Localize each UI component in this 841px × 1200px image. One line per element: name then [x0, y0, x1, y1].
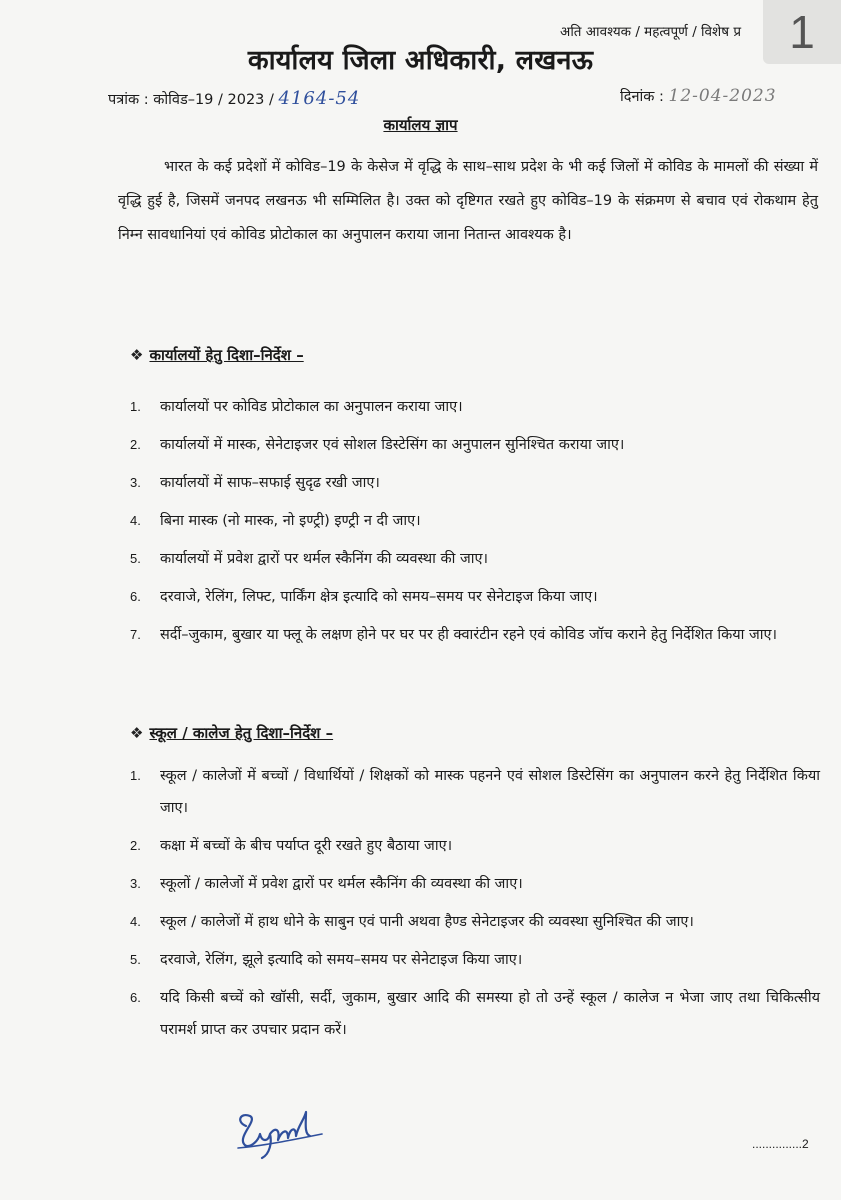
signature: [232, 1096, 327, 1160]
list-item: [130, 830, 820, 862]
date-label: दिनांक :: [620, 89, 664, 105]
office-guidelines-list: [130, 391, 820, 657]
list-item: [130, 505, 820, 537]
item-number: 5.: [130, 551, 141, 566]
school-guidelines-list: [130, 760, 820, 1052]
list-item: [130, 760, 820, 824]
reference-line: [108, 88, 360, 109]
page-continuation: ...............2: [752, 1137, 809, 1151]
item-text: कार्यालयों पर कोविड प्रोटोकाल का अनुपालन कराया जाए।: [160, 399, 463, 415]
list-item: [130, 429, 820, 461]
item-number: 6.: [130, 990, 141, 1005]
date-value-handwritten: 12-04-2023: [668, 86, 777, 106]
item-text: कार्यालयों में प्रवेश द्वारों पर थर्मल स्कैनिंग की व्यवस्था की जाए।: [160, 551, 489, 567]
item-text: स्कूल / कालेजों में बच्चों / विधार्थियों / शिक्षकों को मास्क पहनने एवं सोशल डिस्टेसिंग का अनुपालन करने हेतु निर्देशित किया जाए।: [160, 768, 820, 816]
item-number: 2.: [130, 838, 141, 853]
list-item: [130, 543, 820, 575]
diamond-bullet-icon: ❖: [130, 346, 144, 364]
list-item: [130, 906, 820, 938]
item-number: 4.: [130, 914, 141, 929]
list-item: [130, 868, 820, 900]
section-heading-text: कार्यालयों हेतु दिशा–निर्देश –: [149, 346, 304, 364]
diamond-bullet-icon: ❖: [130, 724, 144, 742]
date-line: [620, 86, 777, 106]
list-item: [130, 467, 820, 499]
reference-label: पत्रांक : कोविड–19 / 2023 /: [108, 92, 274, 108]
section-heading-schools: [130, 723, 333, 743]
item-text: स्कूलों / कालेजों में प्रवेश द्वारों पर थर्मल स्कैनिंग की व्यवस्था की जाए।: [160, 876, 523, 892]
item-text: स्कूल / कालेजों में हाथ धोने के साबुन एवं पानी अथवा हैण्ड सेनेटाइजर की व्यवस्था सुनिश्चित की जाए।: [160, 914, 694, 930]
memo-heading: [0, 115, 841, 135]
item-number: 1.: [130, 399, 141, 414]
item-text: कार्यालयों में मास्क, सेनेटाइजर एवं सोशल डिस्टेसिंग का अनुपालन सुनिश्चित कराया जाए।: [160, 437, 625, 453]
section-heading-text: स्कूल / कालेज हेतु दिशा–निर्देश –: [149, 724, 334, 742]
item-text: यदि किसी बच्चें को खॉसी, सर्दी, जुकाम, बुखार आदि की समस्या हो तो उन्हें स्कूल / कालेज न भेजा जाए तथा चिकित्सीय परामर्श प्राप्त कर उपचार प्रदान करें।: [160, 990, 820, 1038]
section-heading-offices: [130, 345, 304, 365]
item-text: दरवाजे, रेलिंग, लिफ्ट, पार्किंग क्षेत्र इत्यादि को समय–समय पर सेनेटाइज किया जाए।: [160, 589, 598, 605]
item-number: 6.: [130, 589, 141, 604]
item-number: 2.: [130, 437, 141, 452]
office-title: कार्यालय जिला अधिकारी, लखनऊ: [247, 45, 594, 76]
item-number: 3.: [130, 475, 141, 490]
item-text: सर्दी–जुकाम, बुखार या फ्लू के लक्षण होने पर घर पर ही क्वारंटीन रहने एवं कोविड जॉच कराने हेतु निर्देशित किया जाए।: [160, 627, 778, 643]
page-number-corner: 1: [763, 0, 841, 64]
item-text: बिना मास्क (नो मास्क, नो इण्ट्री) इण्ट्री न दी जाए।: [160, 513, 421, 529]
reference-number-handwritten: 4164-54: [278, 88, 361, 109]
item-number: 3.: [130, 876, 141, 891]
priority-line: अति आवश्यक / महत्वपूर्ण / विशेष प्र: [560, 24, 742, 40]
list-item: [130, 391, 820, 423]
list-item: [130, 982, 820, 1046]
item-number: 4.: [130, 513, 141, 528]
list-item: [130, 944, 820, 976]
list-item: [130, 619, 820, 651]
item-text: कक्षा में बच्चों के बीच पर्याप्त दूरी रखते हुए बैठाया जाए।: [160, 838, 453, 854]
item-number: 5.: [130, 952, 141, 967]
item-text: दरवाजे, रेलिंग, झूले इत्यादि को समय–समय पर सेनेटाइज किया जाए।: [160, 952, 523, 968]
list-item: [130, 581, 820, 613]
item-number: 7.: [130, 627, 141, 642]
intro-paragraph: भारत के कई प्रदेशों में कोविड–19 के केसेज में वृद्धि के साथ–साथ प्रदेश के भी कई जिलों में कोविड के मामलों की संख्या में वृद्धि हुई है, जिसमें जनपद लखनऊ भी सम्मिलित है। उक्त को दृष्टिगत रखते हुए कोविड–19 के संक्रमण से बचाव एवं रोकथाम हेतु निम्न सावधानियां एवं कोविड प्रोटोकाल का अनुपालन कराया जाना नितान्त आवश्यक है।: [118, 159, 818, 243]
item-number: 1.: [130, 768, 141, 783]
memo-heading-text: कार्यालय ज्ञाप: [383, 116, 458, 134]
item-text: कार्यालयों में साफ–सफाई सुदृढ रखी जाए।: [160, 475, 380, 491]
